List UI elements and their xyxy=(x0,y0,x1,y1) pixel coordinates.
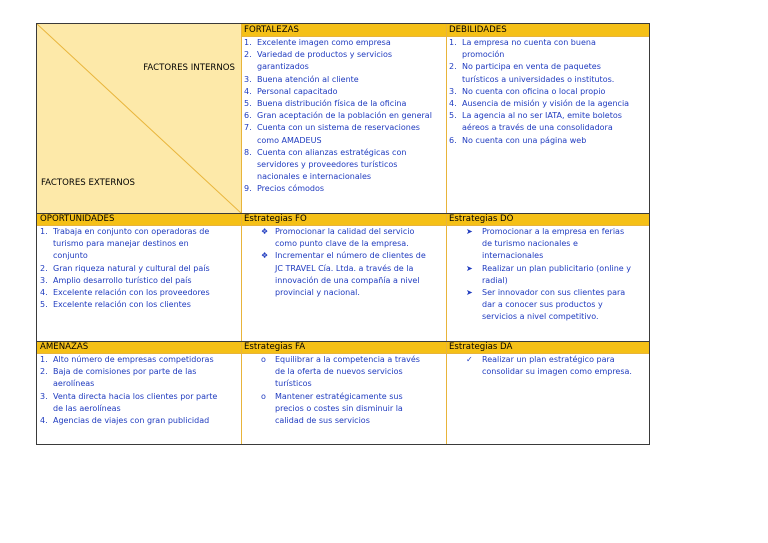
debilidades-list xyxy=(449,37,649,147)
list-marker: 7. xyxy=(244,123,252,133)
list-item xyxy=(449,49,649,61)
list-item-text: Baja de comisiones por parte de las xyxy=(53,367,197,377)
list-item xyxy=(261,263,445,275)
list-item xyxy=(466,287,648,299)
list-item xyxy=(466,263,648,275)
list-item xyxy=(40,299,240,311)
list-item-text: Ausencia de misión y visión de la agencia xyxy=(462,99,630,109)
list-item xyxy=(449,37,649,49)
list-item xyxy=(244,183,446,195)
list-item xyxy=(466,366,648,378)
list-item xyxy=(261,238,445,250)
list-item xyxy=(40,354,240,366)
list-item-text: servicios a nivel competitivo. xyxy=(482,312,599,322)
list-marker: 3. xyxy=(40,391,48,401)
list-item xyxy=(40,275,240,287)
list-item xyxy=(40,238,240,250)
list-item xyxy=(40,415,240,427)
list-item-text: Agencias de viajes con gran publicidad xyxy=(53,416,210,426)
list-item-text: aerolíneas xyxy=(53,379,95,389)
foda-matrix xyxy=(36,23,650,445)
list-marker: ➤ xyxy=(466,288,473,298)
estrategias-fo-header: Estrategias FO xyxy=(241,213,446,225)
column-divider xyxy=(241,24,242,444)
list-item-text: internacionales xyxy=(482,251,544,261)
list-item-text: radial) xyxy=(482,275,508,285)
list-item-text: Cuenta con un sistema de reservaciones xyxy=(257,123,420,133)
list-item xyxy=(244,122,446,134)
estrategias-do-header: Estrategias DO xyxy=(446,213,649,225)
list-item-text: No cuenta con oficina o local propio xyxy=(462,86,606,96)
list-item-text: Trabaja en conjunto con operadoras de xyxy=(53,227,210,236)
list-item-text: nacionales e internacionales xyxy=(257,172,372,182)
list-item xyxy=(261,250,445,262)
list-item-text: Incrementar el número de clientes de xyxy=(275,251,426,261)
amenazas-list xyxy=(40,354,240,427)
list-item xyxy=(449,98,649,110)
list-item-text: Alto número de empresas competidoras xyxy=(53,355,214,364)
list-marker: o xyxy=(261,355,266,364)
list-marker: 3. xyxy=(40,275,48,285)
list-item xyxy=(40,391,240,403)
row-divider xyxy=(37,213,649,214)
list-item-text: Excelente relación con los clientes xyxy=(53,300,191,310)
list-item xyxy=(261,415,445,427)
list-item xyxy=(244,86,446,98)
list-item-text: Excelente relación con los proveedores xyxy=(53,288,210,298)
list-item-text: promoción xyxy=(462,50,505,60)
factores-externos-label: FACTORES EXTERNOS xyxy=(41,178,135,188)
list-item-text: Venta directa hacia los clientes por parte xyxy=(53,391,218,401)
list-item xyxy=(261,275,445,287)
list-item xyxy=(449,110,649,122)
row-divider xyxy=(37,225,649,226)
list-marker: ➤ xyxy=(466,227,473,236)
list-item xyxy=(449,61,649,73)
list-marker: 2. xyxy=(449,62,457,72)
list-marker: 4. xyxy=(449,99,457,109)
list-marker: 6. xyxy=(244,111,252,121)
list-marker: o xyxy=(261,391,266,401)
list-marker: 2. xyxy=(40,263,48,273)
list-item xyxy=(244,61,446,73)
list-item xyxy=(40,378,240,390)
estrategias-fa-header: Estrategias FA xyxy=(241,341,446,353)
list-marker: 4. xyxy=(244,86,252,96)
list-marker: 3. xyxy=(449,86,457,96)
list-item-text: Excelente imagen como empresa xyxy=(257,38,391,47)
list-item xyxy=(466,299,648,311)
list-item-text: Buena distribución física de la oficina xyxy=(257,99,407,109)
list-item xyxy=(244,147,446,159)
fortalezas-header: FORTALEZAS xyxy=(241,24,446,36)
row-divider xyxy=(241,36,649,37)
list-marker: 9. xyxy=(244,184,252,194)
list-marker: ✓ xyxy=(466,355,473,364)
list-item xyxy=(244,74,446,86)
list-item-text: JC TRAVEL Cía. Ltda. a través de la xyxy=(275,263,414,273)
list-item xyxy=(261,403,445,415)
list-item-text: Variedad de productos y servicios xyxy=(257,50,393,60)
factores-internos-label: FACTORES INTERNOS xyxy=(143,63,235,73)
list-marker: 5. xyxy=(449,111,457,121)
list-item-text: Promocionar a la empresa en ferias xyxy=(482,227,625,236)
oportunidades-list xyxy=(40,226,240,311)
list-item xyxy=(466,311,648,323)
list-marker: 1. xyxy=(244,38,252,47)
estrategias-fo-list xyxy=(261,226,445,299)
list-item xyxy=(244,135,446,147)
list-item xyxy=(40,250,240,262)
list-item-text: Realizar un plan estratégico para xyxy=(482,355,615,364)
estrategias-fa-list xyxy=(261,354,445,427)
list-item xyxy=(261,287,445,299)
list-item xyxy=(466,238,648,250)
list-item-text: Cuenta con alianzas estratégicas con xyxy=(257,147,407,157)
list-item xyxy=(261,354,445,366)
list-item xyxy=(261,226,445,238)
list-item-text: Promocionar la calidad del servicio xyxy=(275,227,415,236)
list-item-text: No cuenta con una página web xyxy=(462,135,587,145)
list-item-text: Realizar un plan publicitario (online y xyxy=(482,263,631,273)
list-item xyxy=(449,74,649,86)
list-marker: 8. xyxy=(244,147,252,157)
list-item xyxy=(261,378,445,390)
list-item-text: de las aerolíneas xyxy=(53,403,121,413)
list-item xyxy=(466,354,648,366)
list-marker: 1. xyxy=(449,38,457,47)
debilidades-header: DEBILIDADES xyxy=(446,24,649,36)
list-item xyxy=(261,366,445,378)
list-item-text: provincial y nacional. xyxy=(275,288,360,298)
list-item-text: de turismo nacionales e xyxy=(482,239,578,249)
list-marker: ➤ xyxy=(466,263,473,273)
list-marker: 5. xyxy=(244,99,252,109)
list-item xyxy=(244,159,446,171)
list-item-text: conjunto xyxy=(53,251,88,261)
list-item xyxy=(40,226,240,238)
list-item-text: Ser innovador con sus clientes para xyxy=(482,288,626,298)
list-marker: 3. xyxy=(244,74,252,84)
list-item xyxy=(261,391,445,403)
list-item xyxy=(449,86,649,98)
list-item xyxy=(40,403,240,415)
list-item-text: Gran aceptación de la población en general xyxy=(257,111,432,121)
list-item-text: Equilibrar a la competencia a través xyxy=(275,355,420,364)
estrategias-do-list xyxy=(466,226,648,324)
list-item xyxy=(244,98,446,110)
list-item-text: Amplio desarrollo turístico del país xyxy=(53,275,192,285)
list-item xyxy=(449,135,649,147)
list-item xyxy=(40,287,240,299)
list-item-text: No participa en venta de paquetes xyxy=(462,62,601,72)
list-item xyxy=(40,366,240,378)
list-item-text: dar a conocer sus productos y xyxy=(482,300,603,310)
row-divider xyxy=(37,353,649,354)
list-item xyxy=(244,110,446,122)
list-item-text: La empresa no cuenta con buena xyxy=(462,38,596,47)
list-item xyxy=(244,37,446,49)
list-item-text: Precios cómodos xyxy=(257,184,325,194)
list-item-text: turísticos xyxy=(275,379,312,389)
oportunidades-header: OPORTUNIDADES xyxy=(37,213,241,225)
list-item-text: servidores y proveedores turísticos xyxy=(257,160,398,170)
list-item-text: como AMADEUS xyxy=(257,135,322,145)
list-marker: 1. xyxy=(40,355,48,364)
list-item xyxy=(466,226,648,238)
list-item-text: turismo para manejar destinos en xyxy=(53,239,189,249)
list-item-text: de la oferta de nuevos servicios xyxy=(275,367,403,377)
corner-cell xyxy=(37,24,241,213)
list-item-text: precios o costes sin disminuir la xyxy=(275,403,403,413)
list-item-text: garantizados xyxy=(257,62,309,72)
list-marker: ❖ xyxy=(261,251,269,261)
list-marker: 6. xyxy=(449,135,457,145)
list-marker: 4. xyxy=(40,288,48,298)
list-item-text: innovación de una compañía a nivel xyxy=(275,275,420,285)
list-item xyxy=(449,122,649,134)
list-marker: 1. xyxy=(40,227,48,236)
amenazas-header: AMENAZAS xyxy=(37,341,241,353)
list-marker: 2. xyxy=(40,367,48,377)
list-item-text: La agencia al no ser IATA, emite boletos xyxy=(462,111,622,121)
list-item xyxy=(466,275,648,287)
list-marker: 5. xyxy=(40,300,48,310)
estrategias-da-list xyxy=(466,354,648,378)
list-item xyxy=(40,263,240,275)
list-marker: 2. xyxy=(244,50,252,60)
list-item xyxy=(244,171,446,183)
list-item-text: calidad de sus servicios xyxy=(275,416,370,426)
list-item-text: aéreos a través de una consolidadora xyxy=(462,123,613,133)
list-marker: ❖ xyxy=(261,227,269,236)
list-item xyxy=(466,250,648,262)
list-item-text: turísticos a universidades o institutos. xyxy=(462,74,615,84)
fortalezas-list xyxy=(244,37,446,196)
list-item-text: consolidar su imagen como empresa. xyxy=(482,367,632,377)
list-item-text: Gran riqueza natural y cultural del país xyxy=(53,263,210,273)
list-item-text: Personal capacitado xyxy=(257,86,338,96)
list-item-text: Mantener estratégicamente sus xyxy=(275,391,403,401)
row-divider xyxy=(37,341,649,342)
list-item-text: como punto clave de la empresa. xyxy=(275,239,409,249)
list-item xyxy=(244,49,446,61)
column-divider xyxy=(446,24,447,444)
list-item-text: Buena atención al cliente xyxy=(257,74,359,84)
list-marker: 4. xyxy=(40,416,48,426)
estrategias-da-header: Estrategias DA xyxy=(446,341,649,353)
